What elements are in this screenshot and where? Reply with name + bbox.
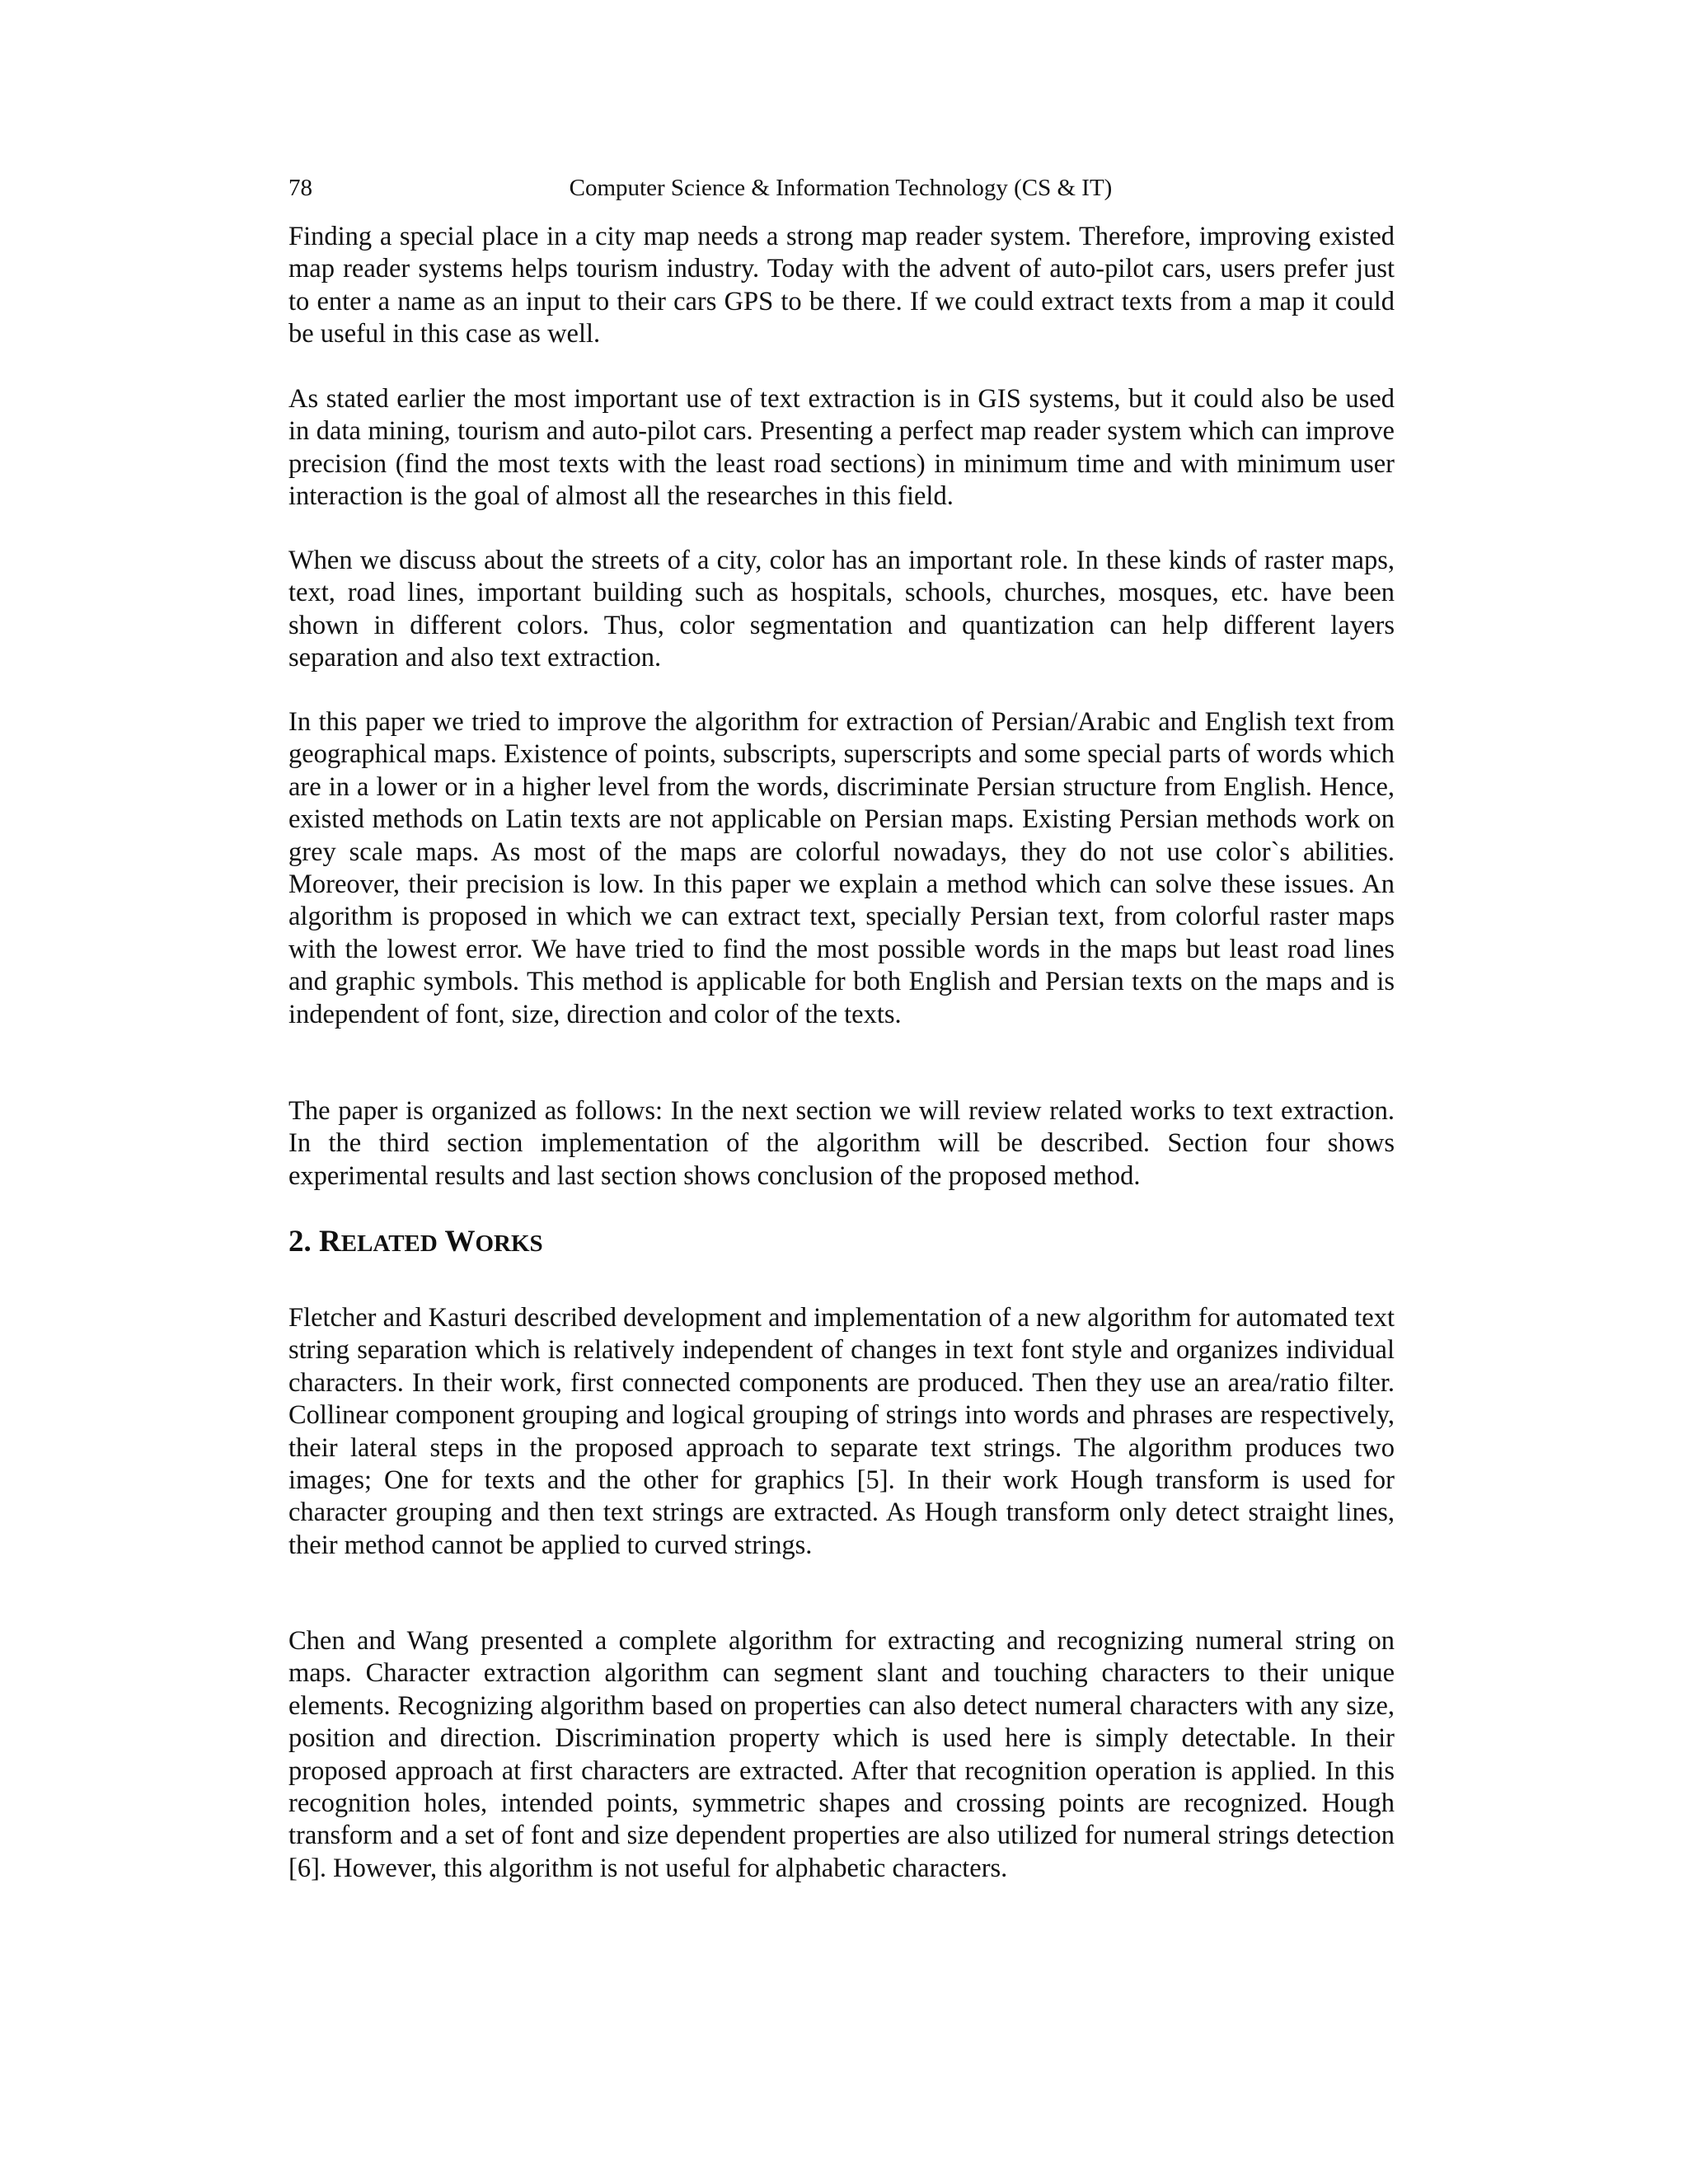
section-heading-related-works: 2. RELATED WORKS [288,1225,543,1258]
running-title: Computer Science & Information Technology (CS & IT) [569,175,1113,201]
paragraph-text-extraction-uses: As stated earlier the most important use of text extraction is in GIS systems, but it could also be used in data mining, tourism and auto-pilot cars. Presenting a perfect map reader system which can improve precision (find the most texts with the least road sections) in minimum time and with minimum user interaction is the goal of almost all the researches in this field. [288,384,1395,512]
paragraph-chen-wang: Chen and Wang presented a complete algorithm for extracting and recognizing numeral string on maps. Character extraction algorithm can segment slant and touching characters to their unique elements. Recognizing algorithm based on properties can also detect numeral characters with any size, position and direction. Discrimination property which is used here is simply detectable. In their proposed approach at first characters are extracted. After that recognition operation is applied. In this recognition holes, intended points, symmetric shapes and crossing points are recognized. Hough transform and a set of font and size dependent properties are also utilized for numeral strings detection [6]. However, this algorithm is not useful for alphabetic characters. [288,1626,1395,1883]
section-number: 2. [288,1225,312,1258]
paragraph-intro-map-reader: Finding a special place in a city map needs a strong map reader system. Therefore, improving existed map reader systems helps tourism industry. Today with the advent of auto-pilot cars, users prefer just to enter a name as an input to their cars GPS to be there. If we could extract texts from a map it could be useful in this case as well. [288,222,1395,349]
paragraph-fletcher-kasturi: Fletcher and Kasturi described development and implementation of a new algorithm for automated text string separation which is relatively independent of changes in text font style and organizes individual characters. In their work, first connected components are produced. Then they use an area/ratio filter. Collinear component grouping and logical grouping of strings into words and phrases are respectively, their lateral steps in the proposed approach to separate text strings. The algorithm produces two images; One for texts and the other for graphics [5]. In their work Hough transform is used for character grouping and then text strings are extracted. As Hough transform only detect straight lines, their method cannot be applied to curved strings. [288,1303,1395,1560]
page-header [288,170,1393,206]
page-number: 78 [288,175,312,201]
paragraph-paper-organization: The paper is organized as follows: In the next section we will review related works to text extraction. In the third section implementation of the algorithm will be described. Section four shows experimental results and last section shows conclusion of the proposed method. [288,1096,1395,1191]
paragraph-color-role: When we discuss about the streets of a city, color has an important role. In these kinds of raster maps, text, road lines, important building such as hospitals, schools, churches, mosques, etc. have been shown in different colors. Thus, color segmentation and quantization can help different layers separation and also text extraction. [288,546,1395,673]
paragraph-paper-contribution: In this paper we tried to improve the algorithm for extraction of Persian/Arabic and English text from geographical maps. Existence of points, subscripts, superscripts and some special parts of words which are in a lower or in a higher level from the words, discriminate Persian structure from English. Hence, existed methods on Latin texts are not applicable on Persian maps. Existing Persian methods work on grey scale maps. As most of the maps are colorful nowadays, they do not use color`s abilities. Moreover, their precision is low. In this paper we explain a method which can solve these issues. An algorithm is proposed in which we can extract text, specially Persian text, from colorful raster maps with the lowest error. We have tried to find the most possible words in the maps but least road lines and graphic symbols. This method is applicable for both English and Persian texts on the maps and is independent of font, size, direction and color of the texts. [288,707,1395,1029]
